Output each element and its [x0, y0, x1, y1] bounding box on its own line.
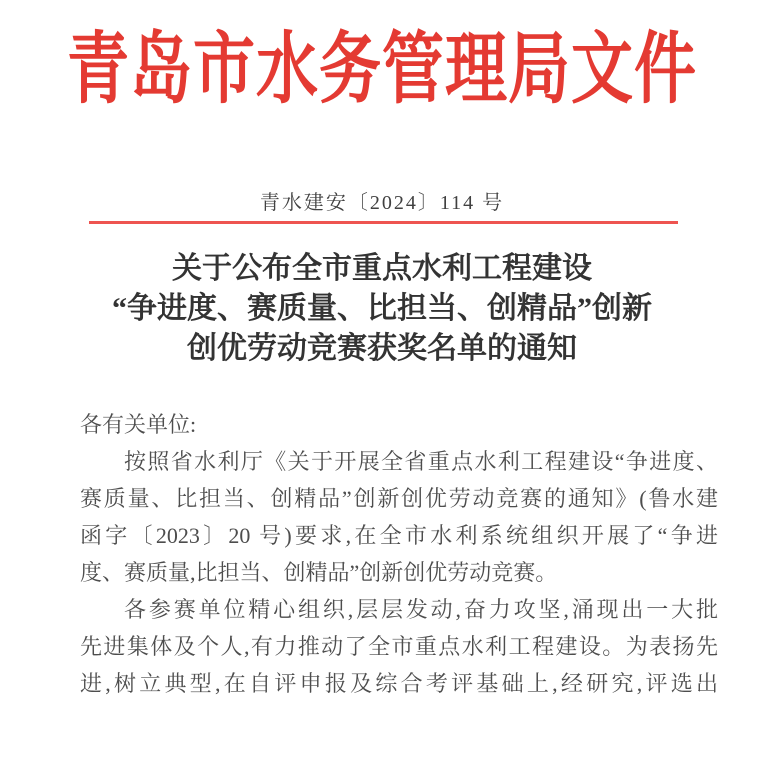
body-line: 赛质量、比担当、创精品”创新创优劳动竞赛的通知》(鲁水建 [80, 486, 718, 511]
title-line-2: “争进度、赛质量、比担当、创精品”创新 [112, 292, 652, 325]
body-line: 各参赛单位精心组织,层层发动,奋力攻坚,涌现出一大批 [124, 597, 718, 622]
body-line: 函字〔2023〕20 号)要求,在全市水利系统组织开展了“争进 [80, 523, 718, 548]
red-divider-line [89, 221, 678, 224]
body-line: 先进集体及个人,有力推动了全市重点水利工程建设。为表扬先 [80, 634, 718, 659]
title-line-3: 创优劳动竞赛获奖名单的通知 [187, 332, 577, 365]
title-line-1: 关于公布全市重点水利工程建设 [172, 252, 592, 285]
body-line: 度、赛质量,比担当、创精品”创新创优劳动竞赛。 [80, 560, 558, 585]
document-number: 青水建安〔2024〕114 号 [259, 192, 505, 214]
document-title [0, 249, 764, 369]
body-line: 按照省水利厅《关于开展全省重点水利工程建设“争进度、 [124, 449, 718, 474]
document-body [80, 406, 718, 702]
body-line: 进,树立典型,在自评申报及综合考评基础上,经研究,评选出 [80, 671, 718, 696]
salutation: 各有关单位: [80, 412, 197, 437]
agency-header: 青岛市水务管理局文件 [66, 27, 697, 113]
